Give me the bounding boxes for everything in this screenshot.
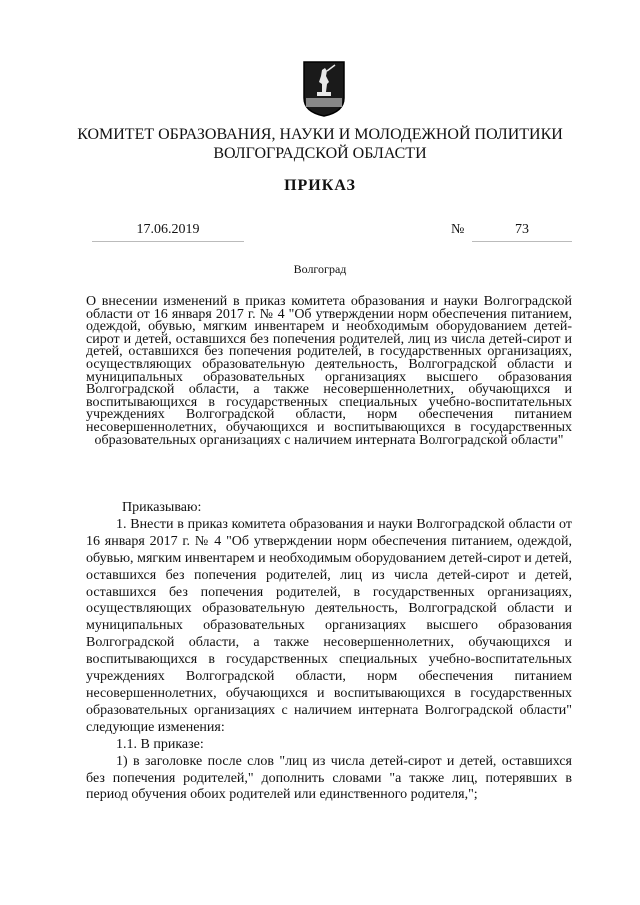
order-number: 73 <box>515 222 529 237</box>
number-underline <box>472 241 572 242</box>
order-date: 17.06.2019 <box>136 222 200 237</box>
coat-of-arms-emblem <box>302 60 346 118</box>
order-body <box>86 500 572 804</box>
date-underline <box>92 241 244 242</box>
paragraph-item-1-1-1: 1) в заголовке после слов "лиц из числа детей-сирот и детей, оставшихся без попечения родителей," дополнить словами "а также лиц, потерявших в период обучения обоих родителей или единственного родителя,"; <box>86 753 572 803</box>
organization-name-line-2: ВОЛГОГРАДСКОЙ ОБЛАСТИ <box>213 145 427 162</box>
city-name: Волгоград <box>293 262 347 276</box>
order-subject: О внесении изменений в приказ комитета образования и науки Волгоградской области от 16 января 2017 г. № 4 "Об утверждении норм обеспечения питанием, одеждой, обувью, мягким инвентарем и необходимым оборудованием детей-сирот и детей, оставшихся без попечения родителей, лиц из числа детей-сирот и детей, оставшихся без попечения родителей, в государственных организациях, осуществляющих образовательную деятельность, Волгоградской области и муниципальных образовательных организациях высшего образования Волгоградской области, а также несовершеннолетних, обучающихся и воспитывающихся в государственных специальных учебно-воспитательных учреждениях Волгоградской области, норм обеспечения питанием несовершеннолетних, обучающихся и воспитывающихся в государственных образовательных организациях с наличием интерната Волгоградской области" <box>86 294 572 448</box>
document-title: ПРИКАЗ <box>284 177 356 194</box>
organization-name-line-1: КОМИТЕТ ОБРАЗОВАНИЯ, НАУКИ И МОЛОДЕЖНОЙ ПОЛИТИКИ <box>77 126 563 143</box>
paragraph-item-1: 1. Внести в приказ комитета образования и науки Волгоградской области от 16 января 2017 г. № 4 "Об утверждении норм обеспечения питанием, одеждой, обувью, мягким инвентарем и необходимым оборудованием детей-сирот и детей, оставшихся без попечения родителей, лиц из числа детей-сирот и детей, оставшихся без попечения родителей, в государственных организациях, осуществляющих образовательную деятельность, Волгоградской области и муниципальных образовательных организациях высшего образования Волгоградской области, а также несовершеннолетних, обучающихся и воспитывающихся в государственных специальных учебно-воспитательных учреждениях Волгоградской области, норм обеспечения питанием несовершеннолетних, обучающихся и воспитывающихся в государственных образовательных организациях с наличием интерната Волгоградской области" следующие изменения: <box>86 516 572 735</box>
paragraph-item-1-1: 1.1. В приказе: <box>116 736 204 752</box>
order-directive: Приказываю: <box>122 500 202 515</box>
number-sign: № <box>451 222 465 237</box>
